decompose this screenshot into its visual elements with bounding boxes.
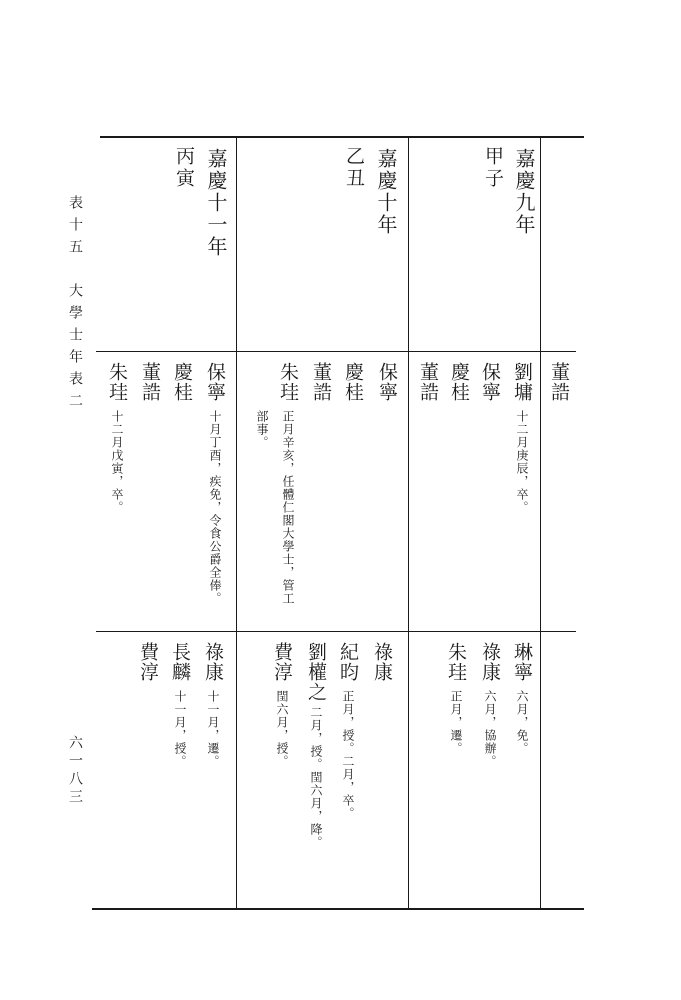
gs-1-1-note: 十二月庚辰，卒。 xyxy=(515,410,529,514)
gs-3-3-name: 董誥 xyxy=(139,362,161,402)
column-divider-0 xyxy=(540,138,541,908)
gs-2-4-note-cont: 部事。 xyxy=(255,410,269,449)
gs-2-4-name: 朱珪 xyxy=(277,362,299,402)
gs-3-1-note: 十月丁酉，疾免，令食公爵全俸。 xyxy=(208,410,222,605)
as-3-2-note: 十一月，授。 xyxy=(173,690,187,768)
gs-1-2-name: 保寧 xyxy=(479,362,501,402)
as-3-3-name: 費淳 xyxy=(137,642,159,682)
gs-1-4-name: 董誥 xyxy=(417,362,439,402)
ganzhi-3: 丙寅 xyxy=(173,146,195,190)
as-2-1-name: 祿康 xyxy=(371,642,393,682)
gs-3-4-note: 十二月戊寅，卒。 xyxy=(110,410,124,514)
as-1-3-note: 正月，遷。 xyxy=(449,690,463,755)
gs-1-3-name: 慶桂 xyxy=(448,362,470,402)
gs-2-2-name: 慶桂 xyxy=(342,362,364,402)
as-2-3-note: 二月，授。閏六月，降。 xyxy=(309,706,323,849)
as-1-2-name: 祿康 xyxy=(479,642,501,682)
as-3-1-name: 祿康 xyxy=(202,642,224,682)
page-number: 六一八三 xyxy=(67,735,83,807)
row-divider-2 xyxy=(96,631,576,632)
gs-2-3-name: 董誥 xyxy=(310,362,332,402)
gs-2-4-note: 正月辛亥，任體仁閣大學士，管工 xyxy=(281,410,295,605)
as-3-1-note: 十一月，遷。 xyxy=(206,690,220,768)
as-3-2-name: 長麟 xyxy=(169,642,191,682)
as-1-1-note: 六月，免。 xyxy=(515,690,529,755)
as-2-2-note: 正月，授。二月，卒。 xyxy=(341,690,355,820)
ganzhi-2: 乙丑 xyxy=(343,146,365,190)
as-1-1-name: 琳寧 xyxy=(511,642,533,682)
table-bottom-rule xyxy=(92,908,584,910)
row-divider-1 xyxy=(96,351,576,352)
column-divider-1 xyxy=(408,138,409,908)
table-top-rule xyxy=(100,136,584,138)
prev-column-name: 董誥 xyxy=(548,362,570,402)
gs-2-1-name: 保寧 xyxy=(376,362,398,402)
as-2-4-name: 費淳 xyxy=(271,642,293,682)
as-2-3-name: 劉權之 xyxy=(305,642,327,702)
year-heading-3: 嘉慶十一年 xyxy=(204,148,228,258)
year-heading-1: 嘉慶九年 xyxy=(512,148,536,236)
gs-3-4-name: 朱珪 xyxy=(106,362,128,402)
gs-3-2-name: 慶桂 xyxy=(171,362,193,402)
as-2-4-note: 閏六月，授。 xyxy=(275,690,289,768)
year-heading-2: 嘉慶十年 xyxy=(374,148,398,236)
ganzhi-1: 甲子 xyxy=(482,146,504,190)
gs-3-1-name: 保寧 xyxy=(204,362,226,402)
running-head: 表十五 大學士年表二 xyxy=(67,195,83,415)
as-2-2-name: 紀昀 xyxy=(337,642,359,682)
column-divider-2 xyxy=(236,138,237,908)
gs-1-1-name: 劉墉 xyxy=(511,362,533,402)
as-1-3-name: 朱珪 xyxy=(445,642,467,682)
as-1-2-note: 六月，協辦。 xyxy=(483,690,497,768)
